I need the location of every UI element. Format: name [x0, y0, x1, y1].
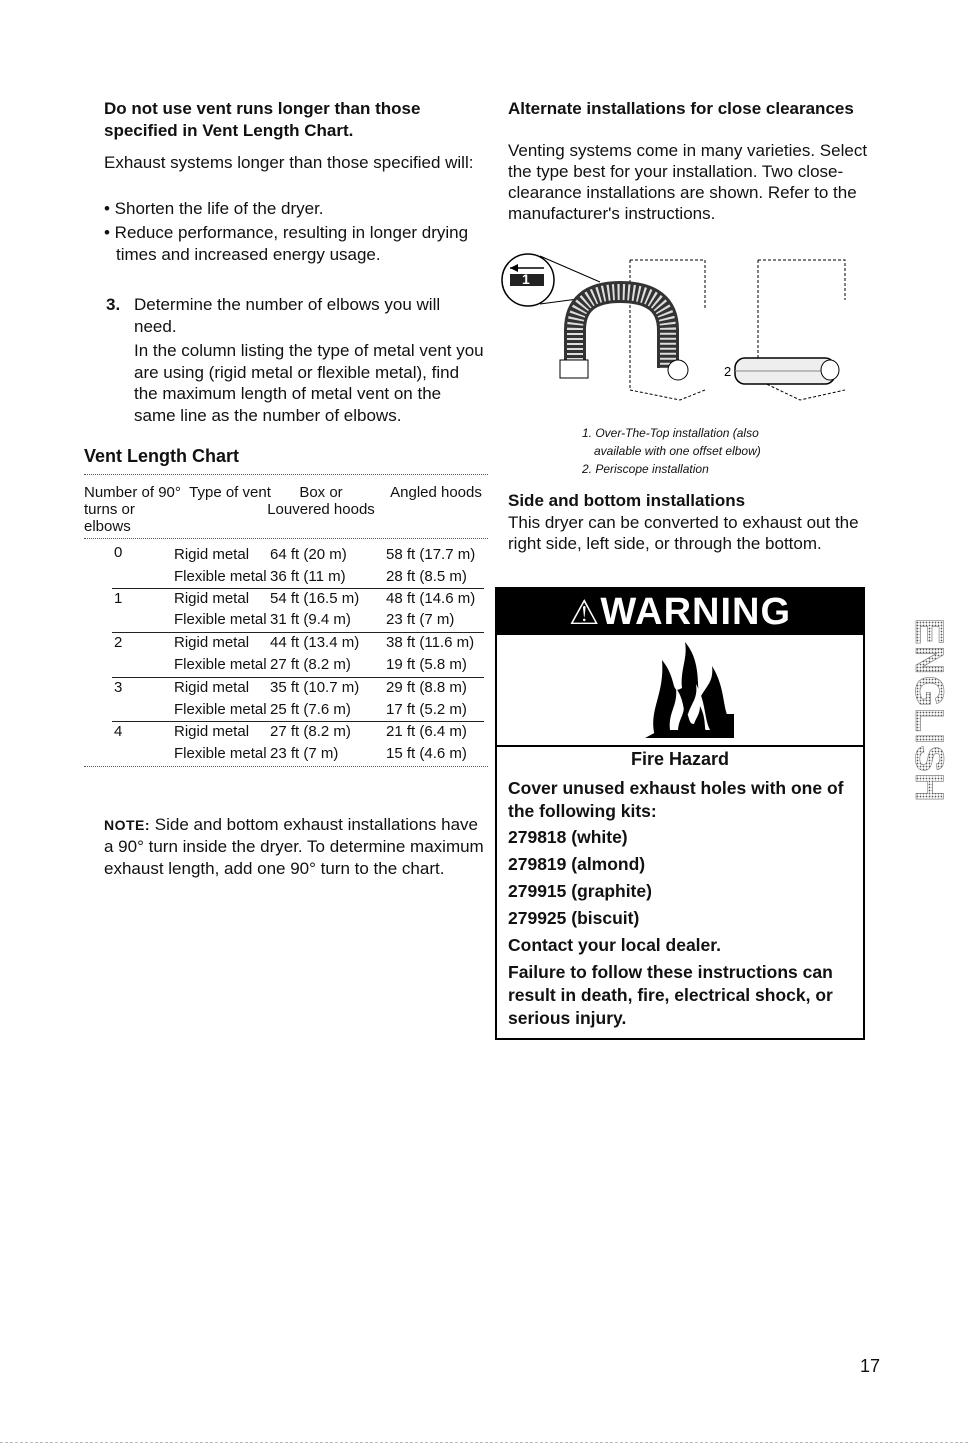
divider	[84, 474, 488, 475]
divider	[497, 745, 863, 747]
header-turns: Number of 90° turns or elbows	[84, 484, 181, 535]
angled-cell: 28 ft (8.5 m)	[386, 568, 467, 585]
bullet-reduce-performance: • Reduce performance, resulting in longer drying times and increased energy usage.	[104, 223, 469, 264]
box-cell: 27 ft (8.2 m)	[270, 723, 351, 740]
step-3-detail: In the column listing the type of metal vent you are using (rigid metal or flexible metal), find the maximum length of metal vent on the same line as the number of elbows.	[134, 341, 484, 425]
note-paragraph	[104, 814, 484, 880]
box-cell: 64 ft (20 m)	[270, 546, 347, 563]
note-label: NOTE:	[104, 817, 151, 833]
angled-cell: 58 ft (17.7 m)	[386, 546, 476, 563]
angled-cell: 17 ft (5.2 m)	[386, 701, 467, 718]
divider	[84, 766, 488, 767]
vent-cell: Rigid metal	[174, 590, 250, 607]
table-line	[84, 568, 488, 589]
warning-triangle-icon: ⚠	[568, 594, 601, 632]
warning-title: WARNING	[600, 591, 792, 633]
hazard-title: Fire Hazard	[630, 749, 730, 769]
callout-label-2: 2	[724, 364, 732, 379]
caption-2: 2. Periscope installation	[582, 462, 709, 476]
angled-cell: 38 ft (11.6 m)	[386, 634, 475, 651]
turns-cell: 2	[114, 634, 123, 651]
table-line	[84, 656, 488, 677]
vent-cell: Flexible metal	[174, 611, 267, 628]
table-line	[84, 723, 488, 744]
kit-graphite: 279915 (graphite)	[508, 881, 652, 901]
header-vent-type: Type of vent	[189, 484, 271, 501]
step-text: Determine the number of elbows you will need.	[134, 295, 441, 336]
vent-chart-title: Vent Length Chart	[84, 446, 240, 466]
box-cell: 36 ft (11 m)	[270, 568, 346, 585]
header-box-louvered: Box or Louvered hoods	[267, 484, 375, 518]
duct-end	[560, 360, 588, 378]
table-line	[84, 546, 488, 567]
fire-icon	[630, 640, 740, 740]
box-cell: 35 ft (10.7 m)	[270, 679, 360, 696]
box-cell: 23 ft (7 m)	[270, 745, 339, 762]
contact-dealer: Contact your local dealer.	[508, 935, 721, 955]
divider	[84, 538, 488, 539]
box-cell: 25 ft (7.6 m)	[270, 701, 351, 718]
caption-1: 1. Over-The-Top installation (also	[582, 426, 759, 440]
vent-cell: Flexible metal	[174, 701, 267, 718]
table-line	[84, 634, 488, 655]
box-cell: 31 ft (9.4 m)	[270, 611, 351, 628]
header-angled: Angled hoods	[390, 484, 482, 501]
alternate-paragraph: Venting systems come in many varieties. Select the type best for your installation. Two close-clearance installations are shown. Refer to the manufacturer's instructions.	[508, 141, 868, 223]
section-heading-side-bottom: Side and bottom installations	[508, 491, 746, 510]
callout-label-1: 1	[522, 271, 530, 287]
turns-cell: 3	[114, 679, 123, 696]
caption-1-cont: available with one offset elbow)	[594, 444, 761, 458]
language-tab	[872, 612, 951, 803]
duct-end-round	[668, 360, 688, 380]
row-divider	[112, 632, 484, 633]
turns-cell: 1	[114, 590, 123, 607]
vent-cell: Rigid metal	[174, 634, 250, 651]
step-3	[106, 294, 486, 338]
vent-cell: Rigid metal	[174, 723, 250, 740]
intro-paragraph: Exhaust systems longer than those specified will:	[104, 153, 474, 172]
box-cell: 27 ft (8.2 m)	[270, 656, 351, 673]
page-edge-rule	[0, 1442, 968, 1443]
angled-cell: 19 ft (5.8 m)	[386, 656, 467, 673]
table-line	[84, 611, 488, 632]
row-divider	[112, 721, 484, 722]
row-divider	[112, 588, 484, 589]
table-line	[84, 701, 488, 722]
vent-cell: Flexible metal	[174, 568, 267, 585]
vent-cell: Rigid metal	[174, 546, 250, 563]
periscope-end	[821, 360, 839, 380]
side-bottom-paragraph: This dryer can be converted to exhaust out the right side, left side, or through the bottom.	[508, 513, 859, 553]
angled-cell: 23 ft (7 m)	[386, 611, 455, 628]
section-heading-vent-runs: Do not use vent runs longer than those specified in Vent Length Chart.	[104, 99, 421, 140]
box-cell: 54 ft (16.5 m)	[270, 590, 360, 607]
angled-cell: 48 ft (14.6 m)	[386, 590, 476, 607]
angled-cell: 21 ft (6.4 m)	[386, 723, 467, 740]
row-divider	[112, 677, 484, 678]
failure-warning: Failure to follow these instructions can result in death, fire, electrical shock, or serious injury.	[508, 962, 833, 1028]
warning-banner	[497, 589, 863, 635]
kit-almond: 279819 (almond)	[508, 854, 646, 874]
table-line	[84, 679, 488, 700]
page-number: 17	[860, 1356, 881, 1376]
kit-white: 279818 (white)	[508, 827, 628, 847]
language-tab-text: ENGLISH	[907, 618, 951, 803]
angled-cell: 15 ft (4.6 m)	[386, 745, 467, 762]
illustration-caption	[582, 424, 862, 478]
box-cell: 44 ft (13.4 m)	[270, 634, 360, 651]
table-line	[84, 590, 488, 611]
vent-cell: Rigid metal	[174, 679, 250, 696]
angled-cell: 29 ft (8.8 m)	[386, 679, 467, 696]
turns-cell: 4	[114, 723, 123, 740]
kit-biscuit: 279925 (biscuit)	[508, 908, 640, 928]
turns-cell: 0	[114, 544, 123, 561]
table-line	[84, 745, 488, 766]
bullet-shorten-life: • Shorten the life of the dryer.	[104, 199, 324, 218]
warning-instruction: Cover unused exhaust holes with one of the following kits:	[508, 778, 844, 821]
step-number: 3.	[106, 295, 121, 314]
note-text: Side and bottom exhaust installations have a 90° turn inside the dryer. To determine maximum exhaust length, add one 90° turn to the chart.	[104, 815, 484, 878]
vent-cell: Flexible metal	[174, 656, 267, 673]
section-heading-alternate: Alternate installations for close clearances	[508, 99, 854, 118]
installation-illustration	[500, 250, 860, 420]
vent-cell: Flexible metal	[174, 745, 267, 762]
